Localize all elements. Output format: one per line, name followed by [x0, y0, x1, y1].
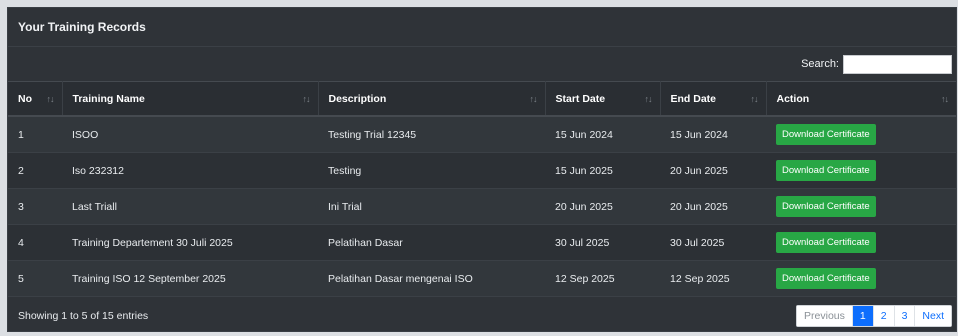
- cell-end-date: 30 Jul 2025: [660, 225, 766, 261]
- entries-info: Showing 1 to 5 of 15 entries: [18, 310, 149, 322]
- sort-icon: ↑↓: [750, 93, 758, 104]
- cell-training-name: Training ISO 12 September 2025: [62, 261, 318, 297]
- download-certificate-button[interactable]: Download Certificate: [776, 268, 876, 289]
- training-table: [8, 81, 956, 297]
- column-header-training-name[interactable]: Training Name ↑↓: [62, 82, 318, 117]
- column-header-no[interactable]: No ↑↓: [8, 82, 62, 117]
- cell-no: 5: [8, 261, 62, 297]
- pagination-page-3[interactable]: 3: [895, 306, 916, 326]
- column-header-action[interactable]: Action ↑↓: [766, 82, 956, 117]
- sort-icon: ↑↓: [941, 93, 948, 104]
- cell-end-date: 12 Sep 2025: [660, 261, 766, 297]
- cell-training-name: Iso 232312: [62, 153, 318, 189]
- cell-start-date: 12 Sep 2025: [545, 261, 660, 297]
- cell-description: Testing: [318, 153, 545, 189]
- table-row: [8, 189, 956, 225]
- column-header-start-date[interactable]: Start Date ↑↓: [545, 82, 660, 117]
- cell-start-date: 30 Jul 2025: [545, 225, 660, 261]
- pagination-previous-button[interactable]: Previous: [797, 306, 853, 326]
- table-row: [8, 116, 956, 153]
- table-row: [8, 261, 956, 297]
- cell-no: 1: [8, 116, 62, 153]
- cell-description: Pelatihan Dasar: [318, 225, 545, 261]
- cell-end-date: 15 Jun 2024: [660, 116, 766, 153]
- search-bar: [8, 47, 956, 81]
- training-records-card: [7, 7, 957, 332]
- cell-no: 4: [8, 225, 62, 261]
- cell-no: 2: [8, 153, 62, 189]
- table-row: [8, 153, 956, 189]
- sort-icon: ↑↓: [529, 93, 537, 104]
- cell-action: [766, 261, 956, 297]
- cell-description: Pelatihan Dasar mengenai ISO: [318, 261, 545, 297]
- table-header-row: [8, 82, 956, 117]
- download-certificate-button[interactable]: Download Certificate: [776, 232, 876, 253]
- table-row: [8, 225, 956, 261]
- search-label: Search:: [801, 58, 839, 70]
- cell-start-date: 15 Jun 2024: [545, 116, 660, 153]
- page-title: Your Training Records: [18, 20, 146, 34]
- cell-start-date: 20 Jun 2025: [545, 189, 660, 225]
- cell-end-date: 20 Jun 2025: [660, 189, 766, 225]
- cell-training-name: ISOO: [62, 116, 318, 153]
- column-header-description[interactable]: Description ↑↓: [318, 82, 545, 117]
- search-input[interactable]: [843, 55, 952, 74]
- sort-icon: ↑↓: [302, 93, 310, 104]
- table-footer: [8, 297, 956, 335]
- sort-icon: ↑↓: [46, 93, 54, 104]
- cell-action: [766, 225, 956, 261]
- cell-action: [766, 189, 956, 225]
- pagination-page-1[interactable]: 1: [853, 306, 874, 326]
- cell-end-date: 20 Jun 2025: [660, 153, 766, 189]
- download-certificate-button[interactable]: Download Certificate: [776, 124, 876, 145]
- pagination-next-button[interactable]: Next: [915, 306, 951, 326]
- pagination: [796, 305, 952, 327]
- cell-description: Ini Trial: [318, 189, 545, 225]
- card-header: [8, 8, 956, 47]
- cell-action: [766, 116, 956, 153]
- sort-icon: ↑↓: [644, 93, 652, 104]
- cell-training-name: Training Departement 30 Juli 2025: [62, 225, 318, 261]
- cell-action: [766, 153, 956, 189]
- download-certificate-button[interactable]: Download Certificate: [776, 160, 876, 181]
- download-certificate-button[interactable]: Download Certificate: [776, 196, 876, 217]
- cell-start-date: 15 Jun 2025: [545, 153, 660, 189]
- cell-no: 3: [8, 189, 62, 225]
- cell-description: Testing Trial 12345: [318, 116, 545, 153]
- pagination-page-2[interactable]: 2: [874, 306, 895, 326]
- column-header-end-date[interactable]: End Date ↑↓: [660, 82, 766, 117]
- cell-training-name: Last Triall: [62, 189, 318, 225]
